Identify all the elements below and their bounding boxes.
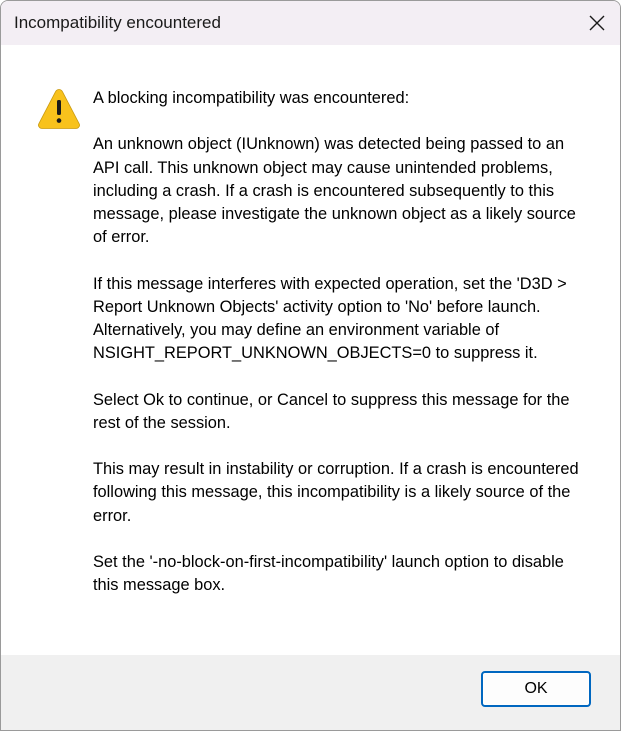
- message-paragraph-unknown-object: An unknown object (IUnknown) was detected being passed to an API call. This unknown object may cause unintended problems, including a crash. If a crash is encountered subsequently to this message, please investigate the unknown object as a likely source of error.: [93, 135, 576, 247]
- window-title: Incompatibility encountered: [14, 13, 221, 32]
- warning-icon: [37, 87, 81, 131]
- button-bar: [1, 655, 620, 730]
- message-paragraph-instability: This may result in instability or corruption. If a crash is encountered following this message, this incompatibility is a likely source of the error.: [93, 460, 579, 525]
- message-heading: A blocking incompatibility was encountered:: [93, 89, 410, 107]
- dialog-content: [1, 45, 620, 655]
- title-bar[interactable]: [1, 1, 620, 45]
- message-line-environment-variable: Alternatively, you may define an environment variable of NSIGHT_REPORT_UNKNOWN_OBJECTS=0 to suppress it.: [93, 321, 538, 363]
- message-paragraph-ok-cancel: Select Ok to continue, or Cancel to suppress this message for the rest of the session.: [93, 390, 570, 432]
- message-paragraph-launch-option: Set the '-no-block-on-first-incompatibility' launch option to disable this message box.: [93, 552, 564, 595]
- message-body: [93, 87, 593, 597]
- ok-button[interactable]: OK: [481, 671, 591, 707]
- message-paragraph-activity-option: [93, 273, 593, 366]
- close-icon: [589, 15, 605, 31]
- message-line-activity-option: If this message interferes with expected operation, set the 'D3D > Report Unknown Objects' activity option to 'No' before launch.: [93, 274, 567, 316]
- close-button[interactable]: [574, 1, 620, 45]
